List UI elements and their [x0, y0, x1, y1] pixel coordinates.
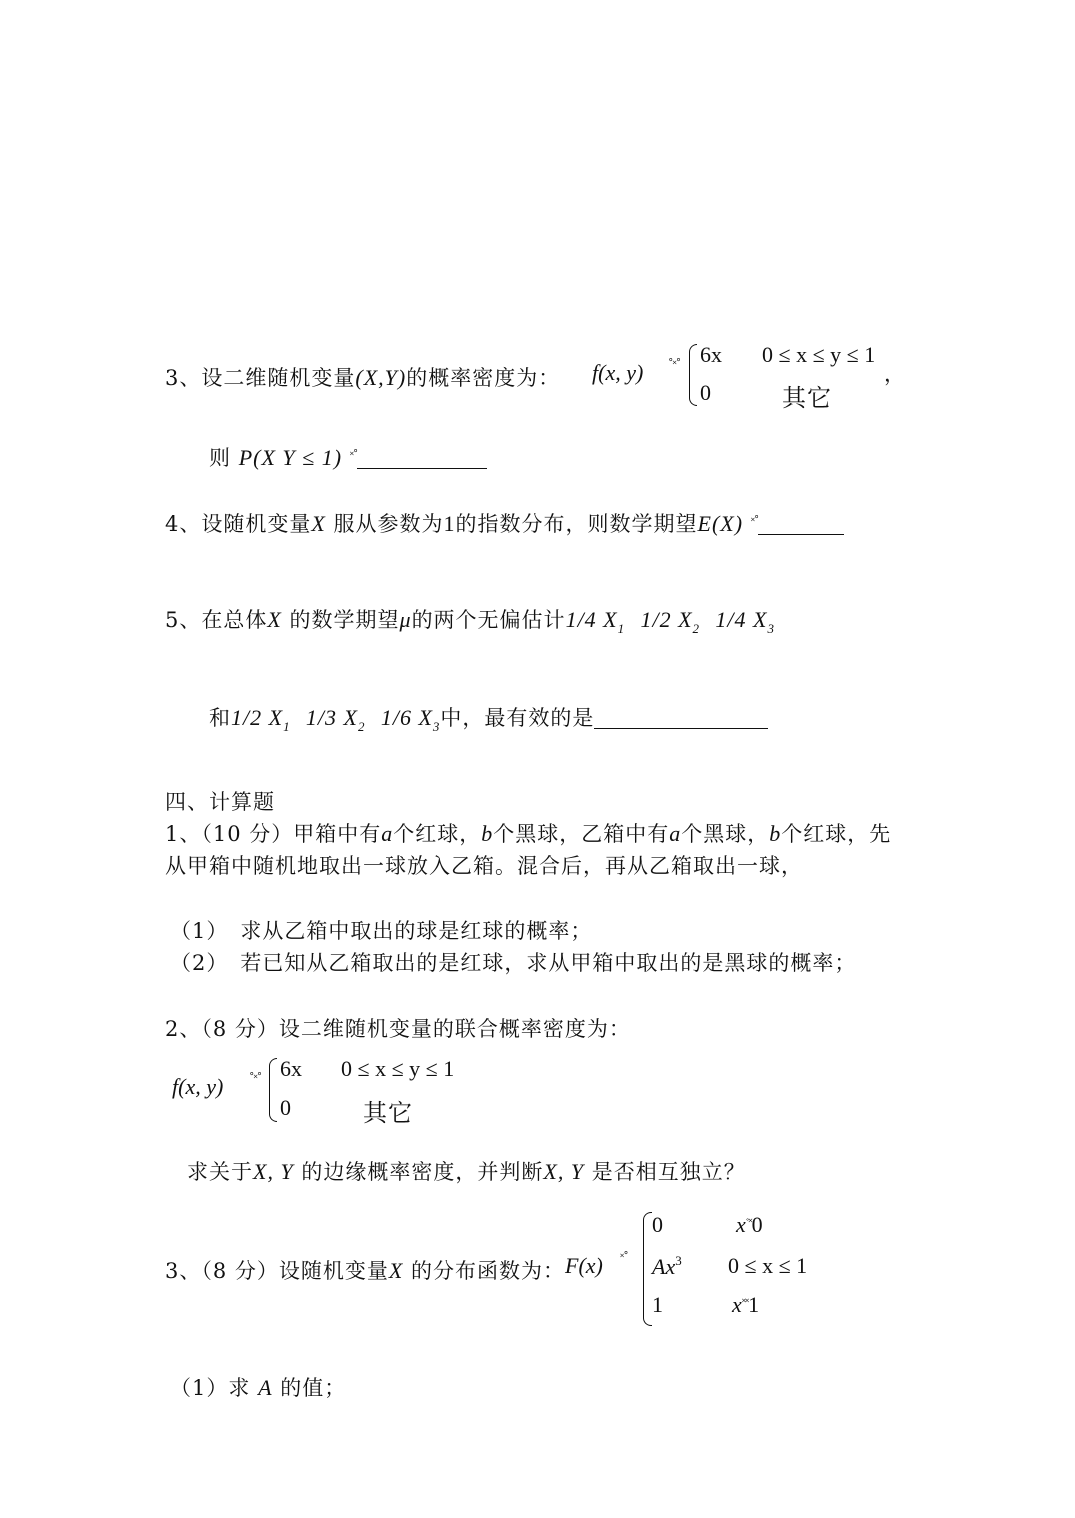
- c2-function: f(x, y): [172, 1074, 224, 1099]
- q5-est1-a: 1/4 $X_1$: [565, 607, 626, 636]
- c2-title: 2、（8 分）设二维随机变量的联合概率密度为：: [165, 1017, 631, 1041]
- q5-est2-a: 1/2 $X_1$: [231, 705, 291, 734]
- c2-case2-cond: 其它: [363, 1099, 413, 1127]
- q5-est1-c: 1/4 $X_3$: [715, 607, 775, 636]
- c3-sub1: （1）求 A 的值；: [170, 1375, 347, 1400]
- q3-case1-cond: 0 ≤ x ≤ y ≤ 1: [762, 342, 876, 367]
- q5-est2-b: 1/3 $X_2$: [305, 705, 366, 734]
- c2-xy: X, Y: [253, 1159, 294, 1184]
- c3-case1-cond: x˚˟0: [736, 1212, 763, 1237]
- c3-equals-glyph: ˟˚: [620, 1251, 628, 1264]
- q3-case1-expr: 6x: [700, 342, 722, 367]
- c1-var-a2: a: [669, 821, 682, 846]
- q5-est2-c: 1/6 $X_3$: [380, 705, 441, 734]
- q4-param: 1: [443, 511, 456, 536]
- section-title: 四、计算题: [165, 790, 275, 814]
- q5-line1: 5、在总体X 的数学期望μ的两个无偏估计1/4 $X_1$ 1/2 $X_2$ 1/4 $X_3$: [165, 607, 775, 636]
- q3-case2-cond: 其它: [782, 384, 832, 412]
- q3-case2-expr: 0: [700, 380, 711, 405]
- c2-case2-expr: 0: [280, 1095, 291, 1120]
- q3-probability: P(X Y ≤ 1): [238, 445, 343, 470]
- c3-case3-expr: 1: [652, 1292, 663, 1317]
- c2-case1-cond: 0 ≤ x ≤ y ≤ 1: [341, 1056, 455, 1081]
- q4-expectation: E(X): [697, 511, 744, 536]
- c2-case1-expr: 6x: [280, 1056, 302, 1081]
- q3-answer-blank: [357, 448, 487, 469]
- c1-sub2: （2） 若已知从乙箱取出的是红球，求从甲箱中取出的是黑球的概率；: [170, 951, 857, 975]
- q5-answer-blank: [594, 708, 768, 729]
- c1-line1: 1、（10 分）甲箱中有a个红球，b个黑球，乙箱中有a个黑球，b个红球，先: [165, 821, 892, 846]
- q3-pair: (X,Y): [355, 365, 407, 390]
- q4-equals-glyph: ˟˚: [750, 515, 759, 528]
- c3-title: 3、（8 分）设随机变量X 的分布函数为：: [165, 1258, 566, 1283]
- q5-line2: 和1/2 $X_1$ 1/3 $X_2$ 1/6 $X_3$中，最有效的是: [209, 702, 768, 735]
- q3-line2: 则 P(X Y ≤ 1) ˟˚: [209, 442, 487, 472]
- c1-var-b2: b: [769, 821, 782, 846]
- q4-var-x: X: [311, 511, 326, 536]
- c1-var-b: b: [481, 821, 494, 846]
- c3-case2-expr: Ax$^3$: [652, 1253, 682, 1279]
- c1-var-a: a: [381, 821, 394, 846]
- q5-est1-b: 1/2 $X_2$: [640, 607, 701, 636]
- q5-mu: μ: [399, 607, 412, 632]
- c3-brace: [643, 1212, 652, 1326]
- q3-comma: ，: [884, 362, 906, 386]
- c3-case2-cond: 0 ≤ x ≤ 1: [728, 1253, 808, 1278]
- q4-answer-blank: [758, 514, 844, 535]
- c3-case3-cond: x˟˟1: [732, 1292, 760, 1317]
- c2-brace: [269, 1058, 277, 1122]
- c2-xy2: X, Y: [543, 1159, 585, 1184]
- q3-function: f(x, y): [592, 360, 644, 385]
- c2-equals-glyph: ˚˟˚: [249, 1072, 262, 1085]
- c1-sub1: （1） 求从乙箱中取出的球是红球的概率；: [170, 919, 593, 943]
- c2-question: 求关于X, Y 的边缘概率密度，并判断X, Y 是否相互独立？: [187, 1159, 746, 1184]
- q3-equals-glyph: ˚˟˚: [668, 358, 681, 371]
- c1-line2: 从甲箱中随机地取出一球放入乙箱。混合后，再从乙箱取出一球，: [165, 854, 803, 878]
- q5-var-x: X: [267, 607, 282, 632]
- q3-line: 3、设二维随机变量(X,Y)的概率密度为：: [165, 365, 561, 390]
- c3-function: F(x): [565, 1253, 603, 1278]
- c3-var-a: A: [258, 1375, 273, 1400]
- c3-var-x: X: [388, 1258, 404, 1283]
- c3-case1-expr: 0: [652, 1212, 663, 1237]
- q3-line2-equals-glyph: ˟˚: [349, 449, 358, 462]
- q3-brace: [689, 344, 697, 406]
- q4-line: 4、设随机变量X 服从参数为1的指数分布，则数学期望E(X) ˟˚: [165, 508, 844, 538]
